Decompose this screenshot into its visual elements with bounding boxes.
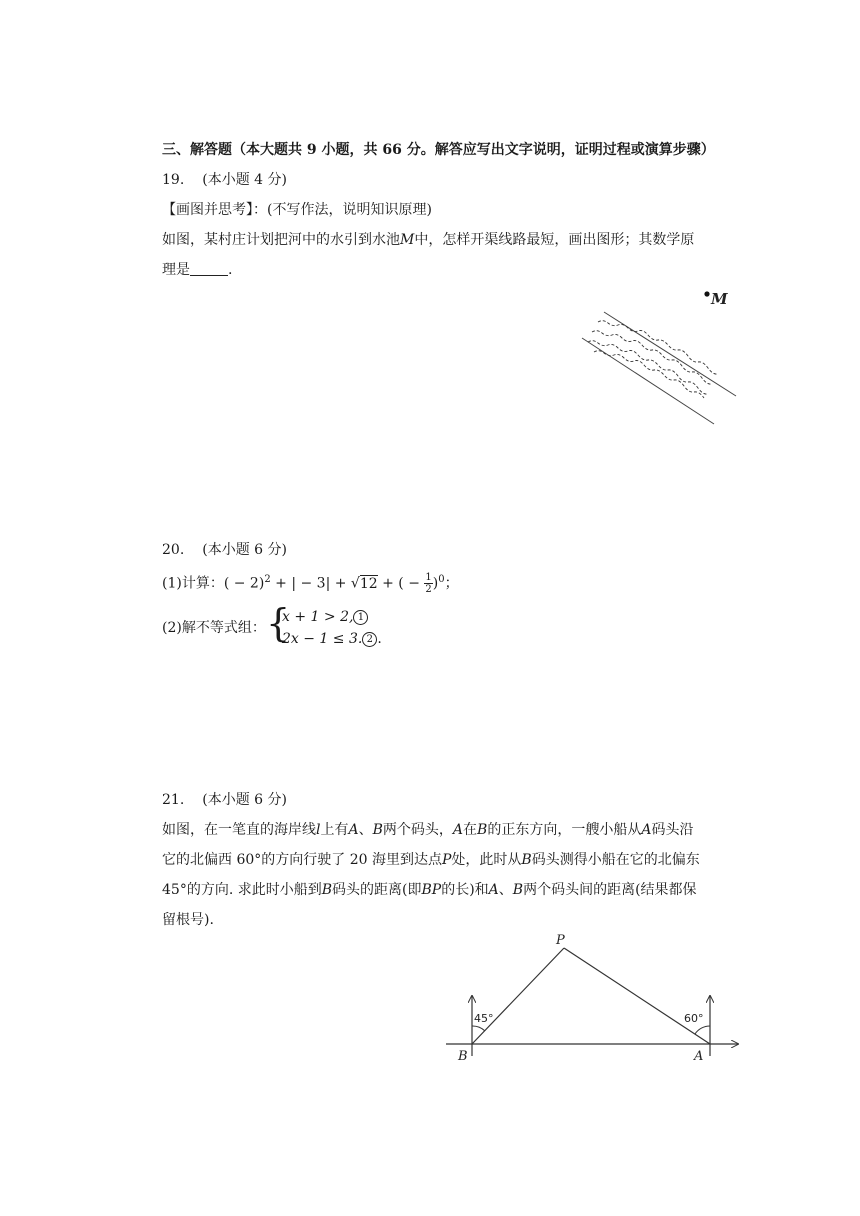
- pond-point-m: [704, 291, 709, 296]
- ineq-2-mark: 2: [362, 632, 377, 647]
- q21-v2: A: [348, 822, 359, 838]
- q21-triangle-figure: [446, 934, 746, 1074]
- angle-arc-b: [472, 1026, 485, 1031]
- q20-part1-label: (1)计算：: [162, 575, 224, 592]
- system-brace: {: [266, 601, 291, 645]
- q21-t3c: 的长)和: [441, 882, 489, 898]
- q20-sqrt: 12: [359, 575, 378, 592]
- q20-number: 20.: [162, 542, 185, 558]
- q19-text-line1: [162, 230, 694, 250]
- q21-t1d: 两个码头，: [382, 822, 453, 838]
- q21-t1g: 码头沿: [651, 822, 694, 838]
- q21-v3: B: [372, 822, 383, 838]
- ineq-2: [282, 629, 382, 649]
- q20-frac-num: 1: [425, 572, 432, 584]
- q21-v8: B: [521, 852, 532, 868]
- ineq-1-mark: 1: [353, 610, 368, 625]
- q20-points: (本小题 6 分): [202, 542, 287, 558]
- q21-number: 21.: [162, 792, 185, 808]
- q19-subtitle-text: 【画图并思考】：(不写作法，说明知识原理): [162, 202, 432, 218]
- q21-t1f: 的正东方向，一艘小船从: [487, 822, 642, 838]
- ineq-1: [282, 607, 368, 627]
- q21-header: [162, 790, 287, 810]
- q21-v12: B: [512, 882, 524, 898]
- q21-t3e: 两个码头间的距离(结果都保: [523, 882, 697, 898]
- q21-t3a: 45°的方向. 求此时小船到: [162, 882, 322, 898]
- q21-text-line2: [162, 850, 700, 870]
- q20-expr-d: ): [432, 575, 439, 592]
- q20-frac-den: 2: [425, 584, 432, 596]
- q21-t3d: 、: [498, 882, 513, 898]
- q19-number: 19.: [162, 172, 185, 188]
- river-waves: [588, 321, 718, 398]
- q21-v6: A: [641, 822, 652, 838]
- q21-text-line3: [162, 880, 697, 900]
- river-bank-lower: [582, 338, 714, 424]
- q20-exp: 2: [264, 574, 271, 585]
- q19-subtitle: [162, 200, 432, 220]
- pond-label-m: M: [711, 290, 728, 308]
- q21-v1: l: [316, 822, 321, 838]
- q19-text-2b: .: [228, 262, 233, 278]
- q21-t2a: 它的北偏西 60°的方向行驶了 20 海里到达点: [162, 852, 442, 868]
- label-p: P: [556, 933, 565, 948]
- q20-part1: [162, 570, 459, 595]
- ineq-end: .: [377, 631, 382, 647]
- q21-text-line1: [162, 820, 693, 840]
- q21-t1a: 如图，在一笔直的海岸线: [162, 822, 316, 838]
- q21-t4: 留根号).: [162, 912, 214, 928]
- q21-v10: BP: [421, 882, 442, 898]
- q19-text-1a: 如图，某村庄计划把河中的水引到水池: [162, 232, 400, 248]
- q21-t1b: 上有: [320, 822, 349, 838]
- q19-points: (本小题 4 分): [202, 172, 287, 188]
- sqrt-symbol: √: [350, 575, 360, 592]
- ineq-1-text: x + 1 > 2,: [282, 609, 354, 625]
- q20-expr-c: + ( −: [377, 575, 425, 592]
- q21-t1e: 在: [463, 822, 478, 838]
- q21-t2c: 码头测得小船在它的北偏东: [531, 852, 700, 868]
- q20-part2-label-text: (2)解不等式组：: [162, 620, 266, 636]
- q20-exp2: 0: [438, 574, 445, 585]
- q20-fraction: [424, 572, 432, 595]
- q21-v11: A: [488, 882, 499, 898]
- label-b: B: [458, 1049, 468, 1064]
- q20-end: ；: [444, 575, 459, 592]
- q21-t3b: 码头的距离(即: [332, 882, 422, 898]
- ineq-2-text: 2x − 1 ≤ 3.: [282, 631, 363, 647]
- angle-label-b: 45°: [474, 1012, 494, 1025]
- angle-label-a: 60°: [684, 1012, 704, 1025]
- q19-text-1b: 中，怎样开渠线路最短，画出图形；其数学原: [414, 232, 695, 248]
- q21-t1c: 、: [358, 822, 373, 838]
- q20-expr-b: + | − 3| +: [270, 575, 351, 592]
- label-a: A: [694, 1049, 704, 1064]
- answer-blank[interactable]: [190, 261, 228, 276]
- q21-v5: B: [477, 822, 488, 838]
- q20-header: [162, 540, 287, 560]
- q19-river-figure: [578, 288, 738, 428]
- q19-header: [162, 170, 287, 190]
- angle-arc-a: [695, 1026, 710, 1034]
- q21-v7: P: [441, 852, 452, 868]
- q19-var-m: M: [400, 232, 415, 248]
- q19-text-2a: 理是: [162, 262, 190, 278]
- q20-expr-a: ( − 2): [223, 575, 265, 592]
- segment-pa: [564, 948, 710, 1044]
- section-heading: [162, 140, 715, 160]
- q21-v4: A: [452, 822, 464, 838]
- section-heading-text: 三、解答题（本大题共 9 小题，共 66 分。解答应写出文字说明，证明过程或演算步骤）: [162, 142, 715, 158]
- q21-v9: B: [321, 882, 333, 898]
- q20-part2-label: [162, 618, 266, 638]
- q21-points: (本小题 6 分): [202, 792, 287, 808]
- q21-t2b: 处，此时从: [451, 852, 522, 868]
- q19-text-line2: [162, 260, 232, 280]
- q21-text-line4: [162, 910, 214, 930]
- segment-bp: [472, 948, 564, 1044]
